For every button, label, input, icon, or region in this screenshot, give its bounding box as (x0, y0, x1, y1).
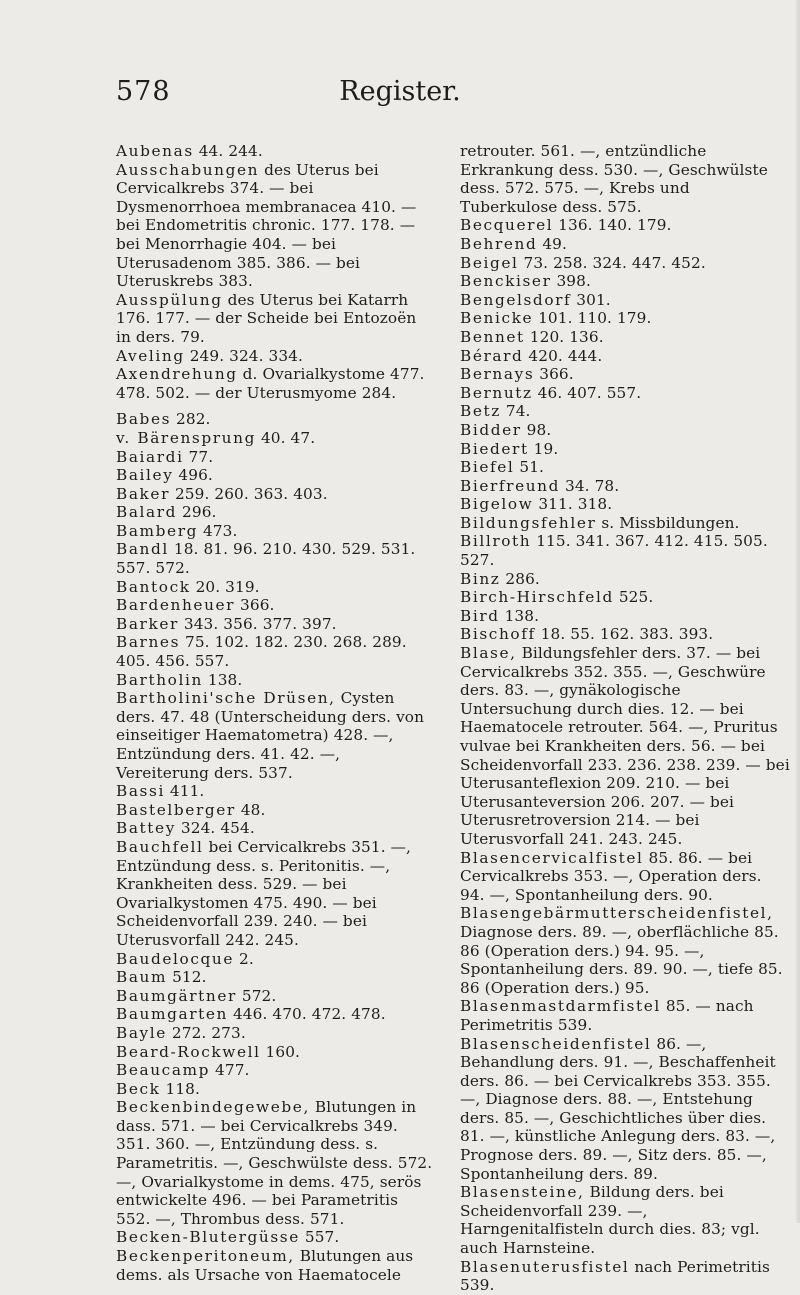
index-entry (460, 904, 790, 997)
entry-references: nach Perimetritis 539. (460, 1257, 770, 1295)
index-entry (116, 801, 434, 820)
index-entry (116, 578, 434, 597)
entry-headword: Bidder (460, 420, 522, 439)
entry-headword: Bernutz (460, 383, 533, 402)
entry-headword: Aveling (116, 346, 185, 365)
index-entry (460, 532, 790, 569)
entry-headword: Bandl (116, 540, 169, 559)
entry-references: d. Ovarialkystome 477. 478. 502. — der Uterusmyome 284. (116, 365, 425, 402)
entry-headword: Behrend (460, 234, 538, 253)
index-entry (116, 503, 434, 522)
index-entry (116, 615, 434, 634)
index-entry (460, 384, 790, 403)
index-entry (460, 477, 790, 496)
index-entry (116, 1043, 434, 1062)
entry-references: 49. (537, 234, 567, 253)
entry-references: 496. (173, 466, 213, 485)
entry-references: 48. (235, 800, 266, 819)
index-entry (116, 291, 434, 347)
entry-headword: Baum (116, 968, 168, 987)
entry-references: 138. (202, 670, 243, 689)
index-entry (460, 1035, 790, 1184)
entry-headword: Bailey (116, 466, 174, 485)
index-entry (460, 588, 790, 607)
entry-references: 75. 102. 182. 230. 268. 289. 405. 456. 557. (116, 633, 407, 671)
index-entry (460, 440, 790, 459)
entry-headword: Ausspülung (116, 290, 223, 309)
entry-references: 44. 244. (193, 142, 263, 160)
index-entry (460, 402, 790, 421)
entry-references: 272. 273. (166, 1023, 246, 1042)
entry-references: 77. (183, 447, 214, 466)
entry-references: 51. (514, 458, 544, 477)
entry-headword: Bastelberger (116, 800, 236, 819)
index-entry (460, 142, 790, 216)
index-entry (460, 421, 790, 440)
index-entry (116, 819, 434, 838)
entry-headword: Balard (116, 503, 178, 522)
index-entry (460, 607, 790, 626)
entry-references: 85. 86. — bei Cervicalkrebs 353. —, Operation ders. 94. —, Spontanheilung ders. 90. (460, 848, 762, 904)
entry-headword: Billroth (460, 532, 532, 551)
index-entry (460, 347, 790, 366)
entry-headword: Beigel (460, 253, 519, 272)
index-entry (460, 365, 790, 384)
entry-references: 18. 81. 96. 210. 430. 529. 531. 557. 572. (116, 540, 416, 578)
index-entry (460, 625, 790, 644)
page-header (0, 76, 800, 116)
entry-references: 512. (167, 968, 207, 987)
entry-headword: Beard-Rockwell (116, 1042, 261, 1061)
entry-references: 446. 470. 472. 478. (228, 1005, 386, 1024)
entry-references: 120. 136. (524, 327, 604, 346)
index-entry (116, 161, 434, 291)
entry-references: 115. 341. 367. 412. 415. 505. 527. (460, 532, 768, 570)
index-entry (460, 570, 790, 589)
entry-references: 2. (234, 949, 254, 968)
entry-references: 301. (571, 290, 611, 309)
entry-references: des Uterus bei Katarrh 176. 177. — der Scheide bei Entozoën in ders. 79. (116, 290, 417, 346)
entry-references: 557. (299, 1228, 340, 1247)
index-entry (116, 1024, 434, 1043)
index-entry (460, 235, 790, 254)
index-entry (116, 429, 434, 448)
entry-references: 20. 319. (190, 577, 260, 596)
entry-references: 311. 318. (533, 495, 613, 514)
entry-headword: Becken-Blutergüsse (116, 1228, 300, 1247)
entry-headword: Bantock (116, 577, 191, 596)
entry-headword: Bauchfell (116, 837, 204, 856)
entry-references: 85. — nach Perimetritis 539. (460, 997, 754, 1034)
entry-references: Diagnose ders. 89. —, oberflächliche 85. 86 (Operation ders.) 94. 95. —, Spontanheilung ders. 89. 90. —, tiefe 85. 86 (Operation ders.) 95. (460, 922, 783, 997)
index-entry (116, 1247, 434, 1284)
entry-headword: Battey (116, 819, 176, 838)
entry-references: s. Missbildungen. (596, 513, 740, 532)
index-entry (460, 849, 790, 905)
index-entry (116, 466, 434, 485)
left-column (116, 142, 434, 1284)
entry-headword: Bischoff (460, 625, 536, 644)
index-entry (116, 448, 434, 467)
entry-references: 138. (499, 606, 540, 625)
entry-headword: Bardenheuer (116, 596, 236, 615)
index-entry (116, 689, 434, 782)
entry-references: 420. 444. (523, 346, 603, 365)
entry-references: 477. (210, 1061, 250, 1080)
index-entry (116, 347, 434, 366)
index-entry (116, 1228, 434, 1247)
index-entry (460, 514, 790, 533)
index-entry (460, 1183, 790, 1257)
index-entry (460, 495, 790, 514)
index-entry (116, 1098, 434, 1228)
entry-references: Blutungen in dass. 571. — bei Cervicalkrebs 349. 351. 360. —, Entzündung dess. s. Parametritis. —, Geschwülste dess. 572. —, Ovarialkystome in dems. 475, serös entwickelte 496. — bei Parametritis 552. —, Thrombus dess. 571. (116, 1098, 433, 1228)
entry-headword: Aubenas (116, 142, 194, 160)
index-entry (116, 968, 434, 987)
entry-headword: Bamberg (116, 521, 199, 540)
index-entry (460, 272, 790, 291)
index-entry (116, 633, 434, 670)
entry-headword: Bildungsfehler (460, 513, 597, 532)
index-entry (116, 410, 434, 429)
index-entry (116, 987, 434, 1006)
entry-headword: Baker (116, 484, 170, 503)
entry-headword: Baudelocque (116, 949, 235, 968)
index-entry (460, 458, 790, 477)
entry-references: 296. (177, 503, 217, 522)
entry-references: 525. (613, 588, 654, 607)
index-entry (460, 216, 790, 235)
entry-references: 46. 407. 557. (532, 383, 642, 402)
index-entry (116, 142, 434, 161)
index-entry (116, 1080, 434, 1099)
entry-headword: Beckenperitoneum, (116, 1247, 295, 1266)
entry-headword: Bernays (460, 365, 535, 384)
index-entry (460, 254, 790, 273)
entry-references: 73. 258. 324. 447. 452. (518, 253, 706, 272)
entry-headword: Baiardi (116, 447, 184, 466)
entry-references: 366. (235, 596, 275, 615)
entry-references: 324. 454. (175, 819, 255, 838)
entry-references: 286. (500, 569, 540, 588)
index-entry (116, 365, 434, 402)
entry-headword: Biedert (460, 439, 529, 458)
entry-headword: Blasengebärmutterscheidenfistel, (460, 904, 774, 923)
index-entry (116, 838, 434, 950)
entry-headword: Babes (116, 410, 172, 429)
index-entry (460, 1258, 790, 1295)
entry-headword: Bennet (460, 327, 525, 346)
entry-headword: Beaucamp (116, 1061, 211, 1080)
index-entry (116, 596, 434, 615)
entry-references: des Uterus bei Cervicalkrebs 374. — bei Dysmenorrhoea membranacea 410. — bei Endometritis chronic. 177. 178. — bei Menorrhagie 404. — bei Uterusadenom 385. 386. — bei Uteruskrebs 383. (116, 160, 417, 291)
entry-references: 572. (236, 986, 277, 1005)
entry-references: 74. (500, 402, 531, 421)
entry-headword: Becquerel (460, 216, 554, 235)
index-entry (116, 671, 434, 690)
entry-references: 282. (171, 410, 211, 429)
entry-references: 343. 356. 377. 397. (178, 614, 337, 633)
entry-references: bei Cervicalkrebs 351. —, Entzündung dess. s. Peritonitis. —, Krankheiten dess. 529. — bei Ovarialkystomen 475. 490. — bei Scheidenvorfall 239. 240. — bei Uterusvorfall 242. 245. (116, 837, 411, 949)
entry-references: 18. 55. 162. 383. 393. (535, 625, 714, 644)
index-entry (460, 644, 790, 849)
entry-references: 86. —, Behandlung ders. 91. —, Beschaffenheit ders. 86. — bei Cervicalkrebs 353. 355. —, Diagnose ders. 88. —, Entstehung ders. 85. —, Geschichtliches über dies. 81. —, künstliche Anlegung ders. 83. —, Prognose ders. 89. —, Sitz ders. 85. —, Spontanheilung ders. 89. (460, 1034, 776, 1183)
entry-references: 101. 110. 179. (533, 309, 652, 328)
entry-headword: Bartholini'sche Drüsen, (116, 689, 336, 708)
entry-references: 118. (160, 1079, 200, 1098)
entry-headword: Blasenscheidenfistel (460, 1034, 652, 1053)
entry-headword: Barker (116, 614, 179, 633)
entry-references: 40. 47. (255, 428, 316, 447)
index-entry (116, 485, 434, 504)
entry-references: Cysten ders. 47. 48 (Unterscheidung ders. von einseitiger Haematometra) 428. —, Entzündung ders. 41. 42. —, Vereiterung ders. 537. (116, 689, 425, 782)
entry-headword: Bartholin (116, 670, 203, 689)
page-edge (796, 0, 800, 1223)
entry-headword: Baumgarten (116, 1005, 228, 1024)
entry-references: 259. 260. 363. 403. (170, 484, 328, 503)
entry-references: 34. 78. (560, 476, 620, 495)
entry-headword: Blasenmastdarmfistel (460, 997, 661, 1016)
index-entry (460, 328, 790, 347)
entry-headword: Birch-Hirschfeld (460, 588, 614, 607)
index-entry (116, 1061, 434, 1080)
entry-headword: Beckenbindegewebe, (116, 1098, 310, 1117)
entry-headword: Benicke (460, 309, 534, 328)
entry-headword: Bassi (116, 782, 165, 801)
index-entry (116, 950, 434, 969)
entry-headword: Betz (460, 402, 501, 421)
entry-headword: Baumgärtner (116, 986, 237, 1005)
entry-references: Blutungen aus dems. als Ursache von Haematocele (116, 1247, 414, 1284)
entry-headword: Bierfreund (460, 476, 561, 495)
entry-references: 398. (551, 272, 591, 291)
entry-references: Bildungsfehler ders. 37. — bei Cervicalkrebs 352. 355. —, Geschwüre ders. 83. —, gynäkologische Untersuchung durch dies. 12. — bei Haematocele retrouter. 564. —, Pruritus vulvae bei Krankheiten ders. 56. — bei Scheidenvorfall 233. 236. 238. 239. — bei Uterusanteflexion 209. 210. — bei Uterusanteversion 206. 207. — bei Uterusretroversion 214. — bei Uterusvorfall 241. 243. 245. (460, 644, 790, 848)
entry-headword: Bird (460, 606, 500, 625)
index-entry (460, 309, 790, 328)
entry-headword: v. Bärensprung (116, 428, 256, 447)
index-entry (116, 522, 434, 541)
index-entry (460, 997, 790, 1034)
right-column (460, 142, 790, 1295)
entry-headword: Beck (116, 1079, 161, 1098)
entry-headword: Blasensteine, (460, 1183, 585, 1202)
entry-headword: Blasenuterusfistel (460, 1257, 630, 1276)
entry-references: 160. (260, 1042, 301, 1061)
entry-headword: Ausschabungen (116, 160, 260, 179)
entry-headword: Barnes (116, 633, 181, 652)
entry-references: 249. 324. 334. (184, 346, 304, 365)
entry-headword: Bérard (460, 346, 524, 365)
index-entry (116, 782, 434, 801)
entry-headword: Axendrehung (116, 365, 238, 384)
entry-references: 98. (521, 420, 552, 439)
entry-references: 411. (164, 782, 205, 801)
entry-headword: Bigelow (460, 495, 534, 514)
page-number: 578 (116, 76, 171, 107)
entry-headword: Benckiser (460, 272, 552, 291)
entry-headword: Blase, (460, 644, 517, 663)
entry-headword: Bengelsdorf (460, 290, 572, 309)
entry-references: 136. 140. 179. (553, 216, 672, 235)
entry-headword: Blasencervicalfistel (460, 848, 644, 867)
index-entry (460, 291, 790, 310)
entry-references: 473. (198, 521, 238, 540)
running-title: Register. (339, 76, 461, 107)
entry-headword: Bayle (116, 1023, 167, 1042)
entry-references: Bildung ders. bei Scheidenvorfall 239. —, Harngenitalfisteln durch dies. 83; vgl. auch Harnsteine. (460, 1183, 760, 1258)
index-entry (116, 540, 434, 577)
entry-references: retrouter. 561. —, entzündliche Erkrankung dess. 530. —, Geschwülste dess. 572. 575. —, Krebs und Tuberkulose dess. 575. (460, 142, 768, 216)
entry-headword: Binz (460, 569, 501, 588)
entry-references: 19. (528, 439, 559, 458)
entry-references: 366. (534, 365, 574, 384)
index-entry (116, 1005, 434, 1024)
entry-headword: Biefel (460, 458, 515, 477)
